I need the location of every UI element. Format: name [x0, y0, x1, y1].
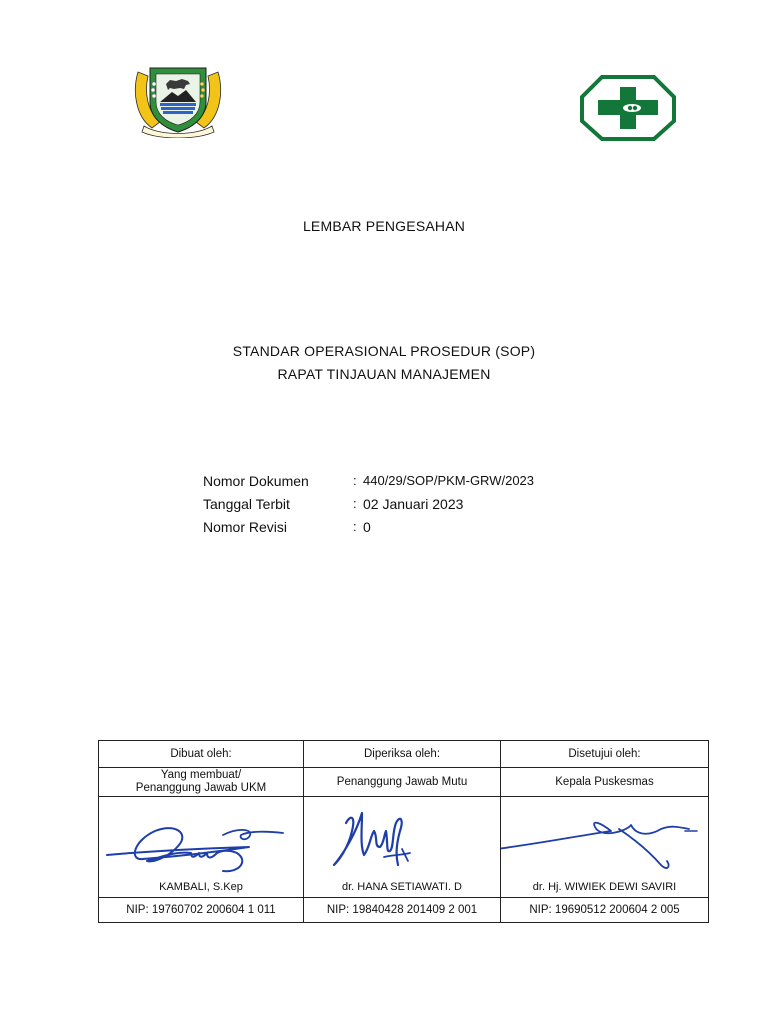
nip-prepared-by: NIP: 19760702 200604 1 011	[99, 898, 304, 923]
signer-name: KAMBALI, S.Kep	[159, 881, 243, 893]
table-row	[99, 768, 709, 797]
meta-value: 0	[363, 518, 371, 535]
nip-approved-by: NIP: 19690512 200604 2 005	[501, 898, 709, 923]
puskesmas-logo	[580, 75, 676, 141]
sop-title: STANDAR OPERASIONAL PROSEDUR (SOP)	[232, 343, 536, 359]
document-title: LEMBAR PENGESAHAN	[302, 218, 466, 234]
document-meta	[203, 469, 623, 538]
sop-subject: RAPAT TINJAUAN MANAJEMEN	[277, 366, 491, 382]
meta-colon: :	[353, 496, 357, 511]
nip-checked-by: NIP: 19840428 201409 2 001	[304, 898, 501, 923]
table-row	[99, 797, 709, 898]
signer-name: dr. HANA SETIAWATI. D	[341, 881, 462, 893]
heading-approved-by: Disetujui oleh:	[501, 741, 709, 768]
meta-label: Tanggal Terbit	[203, 495, 290, 512]
signer-name: dr. Hj. WIWIEK DEWI SAVIRI	[532, 881, 677, 893]
meta-row-issue-date	[203, 492, 623, 515]
meta-value: 02 Januari 2023	[363, 495, 464, 512]
sign-cell-prepared-by	[99, 797, 304, 898]
regional-emblem-logo	[130, 62, 226, 138]
meta-value: 440/29/SOP/PKM-GRW/2023	[363, 473, 535, 488]
meta-colon: :	[353, 473, 357, 488]
meta-label: Nomor Dokumen	[203, 472, 309, 489]
meta-label: Nomor Revisi	[203, 518, 288, 535]
meta-row-document-number	[203, 469, 623, 492]
role-line: Yang membuat/	[160, 769, 242, 781]
table-row	[99, 898, 709, 923]
heading-prepared-by: Dibuat oleh:	[99, 741, 304, 768]
meta-row-revision	[203, 515, 623, 538]
table-row	[99, 741, 709, 768]
role-prepared-by	[99, 768, 304, 797]
role-approved-by: Kepala Puskesmas	[501, 768, 709, 797]
approval-signature-table	[98, 740, 709, 923]
sign-cell-checked-by	[304, 797, 501, 898]
heading-checked-by: Diperiksa oleh:	[304, 741, 501, 768]
sign-cell-approved-by	[501, 797, 709, 898]
meta-colon: :	[353, 519, 357, 534]
role-checked-by: Penanggung Jawab Mutu	[304, 768, 501, 797]
role-line: Penanggung Jawab UKM	[135, 782, 267, 794]
